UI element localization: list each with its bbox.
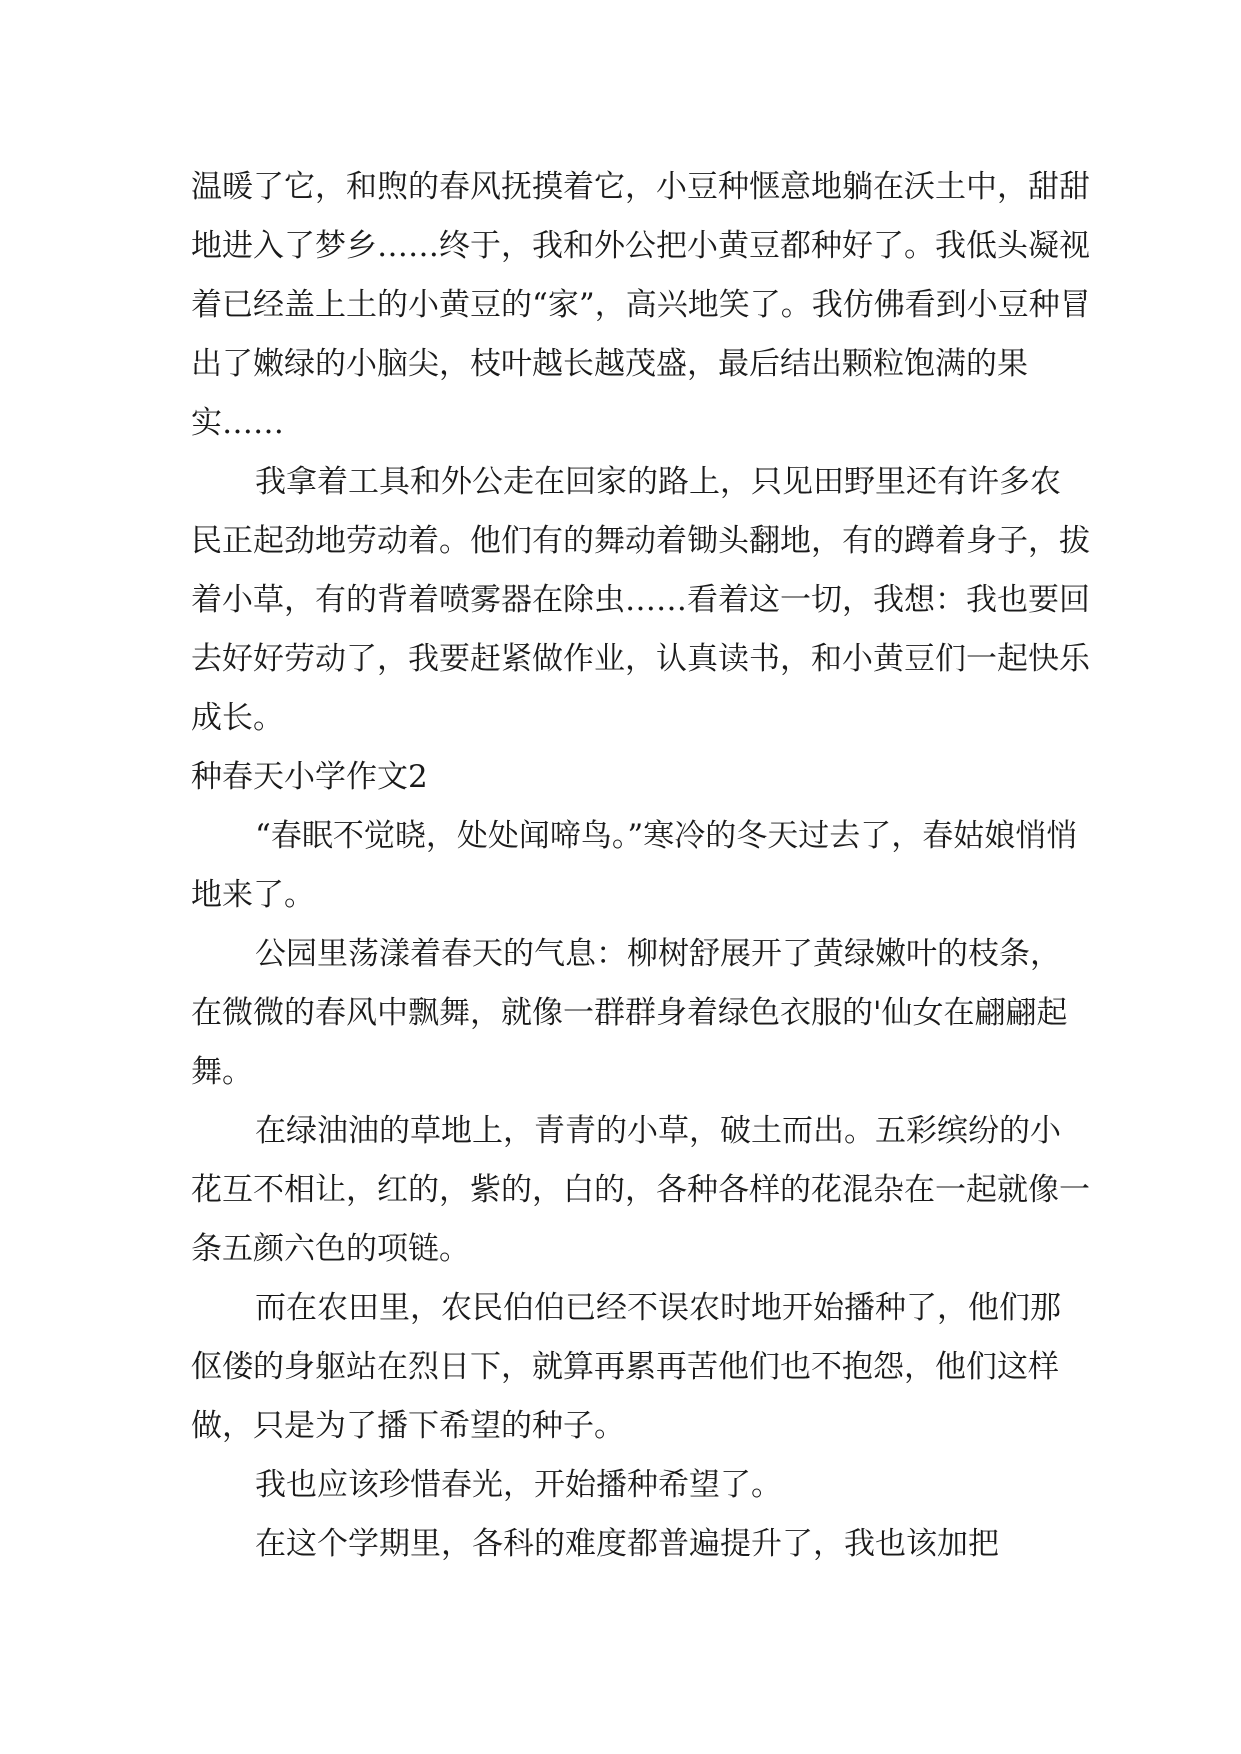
paragraph: 我拿着工具和外公走在回家的路上，只见田野里还有许多农民正起劲地劳动着。他们有的舞动着锄头翻地，有的蹲着身子，拔着小草，有的背着喷雾器在除虫……看着这一切，我想：我也要回去好好劳动了，我要赶紧做作业，认真读书，和小黄豆们一起快乐成长。	[191, 464, 1090, 736]
section-heading: 种春天小学作文2	[191, 759, 428, 795]
paragraph: 公园里荡漾着春天的气息：柳树舒展开了黄绿嫩叶的枝条，在微微的春风中飘舞，就像一群群身着绿色衣服的'仙女在翩翩起舞。	[191, 936, 1068, 1090]
paragraph: 在绿油油的草地上，青青的小草，破土而出。五彩缤纷的小花互不相让，红的，紫的，白的，各种各样的花混杂在一起就像一条五颜六色的项链。	[191, 1113, 1090, 1267]
paragraph: 我也应该珍惜春光，开始播种希望了。	[255, 1467, 782, 1503]
paragraph: “春眠不觉晓，处处闻啼鸟。”寒冷的冬天过去了，春姑娘悄悄地来了。	[191, 818, 1078, 913]
paragraph: 在这个学期里，各科的难度都普遍提升了，我也该加把	[255, 1526, 999, 1562]
document-body	[191, 158, 1091, 1574]
paragraph: 而在农田里，农民伯伯已经不误农时地开始播种了，他们那伛偻的身躯站在烈日下，就算再累再苦他们也不抱怨，他们这样做，只是为了播下希望的种子。	[191, 1290, 1061, 1444]
paragraph: 温暖了它，和煦的春风抚摸着它，小豆种惬意地躺在沃土中，甜甜地进入了梦乡……终于，我和外公把小黄豆都种好了。我低头凝视着已经盖上土的小黄豆的“家”，高兴地笑了。我仿佛看到小豆种冒出了嫩绿的小脑尖，枝叶越长越茂盛，最后结出颗粒饱满的果实……	[191, 169, 1091, 441]
